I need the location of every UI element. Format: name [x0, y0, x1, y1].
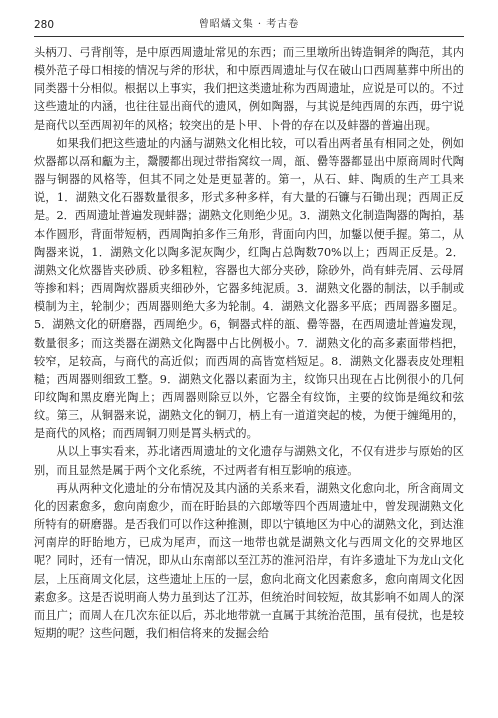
paragraph: 再从两种文化遗址的分布情况及其内涵的关系来看，湖熟文化愈向北，所含商周文化的因素愈多，愈向南愈少，而在盱眙县的六郎墩等四个西周遗址中，曾发现湖熟文化所特有的研磨器。是否我们可以作这种推测，即以宁镇地区为中心的湖熟文化，到达淮河南岸的盱眙地方，已成为尾声，而这一地带也就是湖熟文化与西周文化的交界地区呢？同时，还有一情况，即从山东南部以至江苏的淮河沿岸，有许多遗址下为龙山文化层，上压商周文化层，这些遗址上压的一层，愈向北商文化因素愈多，愈向南周文化因素愈多。这是否说明商人势力虽到达了江苏，但统治时间较短，故其影响不如周人的深而且广；而周人在几次东征以后，苏北地带就一直属于其统治范围，虽有侵扰，也是较短期的呢？这些问题，我们相信将来的发掘会给 [34, 481, 464, 640]
paragraph: 从以上事实看来，苏北诸西周遗址的文化遗存与湖熟文化，不仅有进步与原始的区别，而且显然是属于两个文化系统，不过两者有相互影响的痕迹。 [34, 445, 464, 477]
paragraph: 如果我们把这些遗址的内涵与湖熟文化相比较，可以看出两者虽有相同之处，例如炊器都以鬲和甗为主，鬶腰都出现过带指窝纹一周，瓿、罍等器都显出中原商周时代陶器与铜器的风格等，但其不同之处是更显著的。第一，从石、蚌、陶质的生产工具来说，1．湖熟文化石器数量很多，形式多种多样，有大量的石镰与石锄出现；西周正反是。2．西周遗址普遍发现蚌器；湖熟文化则绝少见。3．湖熟文化制造陶器的陶拍，基本作圆形，背面带短柄，西周陶拍多作三角形，背面向内凹，加鋬以便手握。第二，从陶器来说，1．湖熟文化以陶多泥灰陶少，红陶占总陶数70%以上；西周正反是。2．湖熟文化炊器皆夹砂质、砂多粗粒，容器也大部分夹砂，除砂外，尚有蚌壳屑、云母屑等掺和料；西周陶炊器质夹细砂外，它器多纯泥质。3．湖熟文化器的制法，以手制或模制为主，轮制少；西周器则绝大多为轮制。4．湖熟文化器多平底；西周器多圈足。5．湖熟文化的研磨器，西周绝少。6，铜器式样的瓿、罍等器，在西周遗址普遍发现，数量很多；而这类器在湖熟文化陶器中占比例极小。7．湖熟文化的高多素面带档把，较窄，足较高，与商代的高近似；而西周的高皆宽档短足。8．湖熟文化器表皮处理粗糙；西周器则细致工整。9．湖熟文化器以素面为主，纹饰只出现在占比例很小的几何印纹陶和黑皮磨光陶上；西周器则除豆以外，它器全有纹饰，主要的纹饰是绳纹和弦纹。第三，从铜器来说，湖熟文化的铜刀，柄上有一道道突起的棱，为便于缠绳用的，是商代的风格；而西周铜刀则是罥头柄式的。 [34, 136, 464, 441]
running-title: 曾昭燏文集 · 考古卷 [198, 19, 300, 30]
page-body [34, 44, 464, 643]
page-header [34, 18, 464, 32]
page-number: 280 [34, 19, 55, 31]
paragraph: 头柄刀、弓背削等，是中原西周遗址常见的东西；而三里墩所出铸造铜斧的陶范，其内模外范子母口相接的情况与斧的形状，和中原西周遗址与仅在破山口西周墓葬中所出的同类器十分相似。根据以上事实，我们把这类遗址称为西周遗址，应说是可以的。不过这些遗址的内涵，也往往显出商代的遗风，例如陶器，与其说是纯西周的东西，毋宁说是商代以至西周初年的风格；较突出的是卜甲、卜骨的存在以及蚌器的普遍出现。 [34, 46, 464, 132]
header-rule [34, 36, 464, 37]
